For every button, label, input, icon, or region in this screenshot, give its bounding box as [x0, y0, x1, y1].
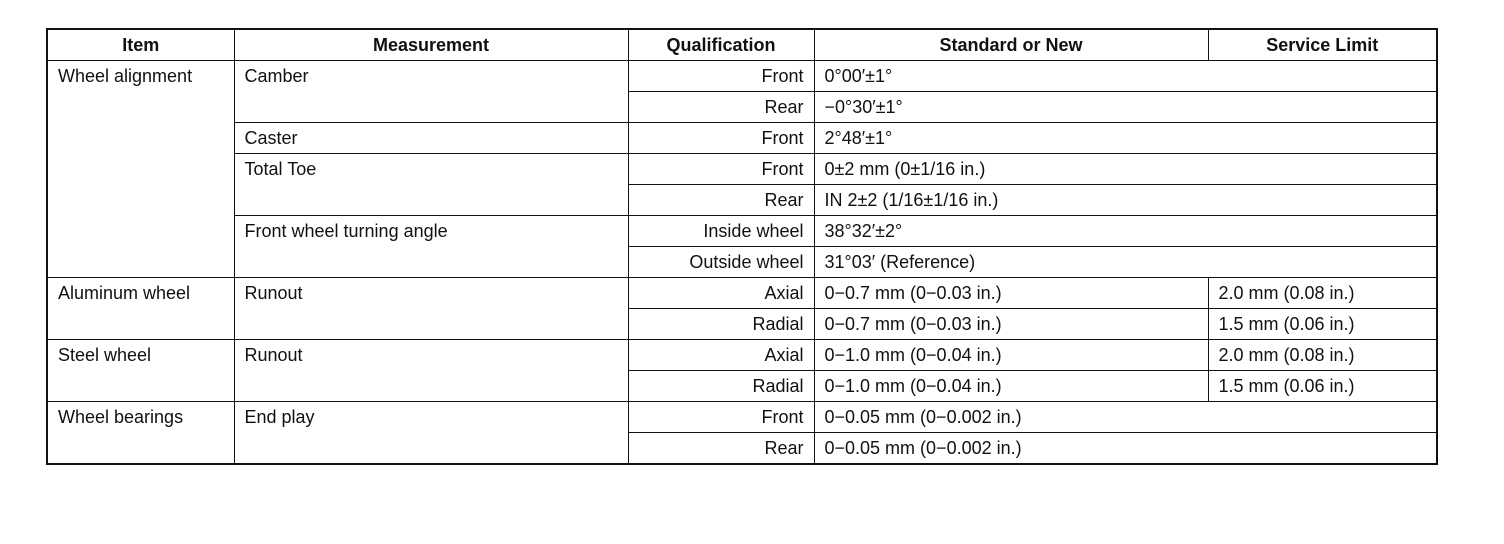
table-row	[47, 154, 1437, 185]
qualification-cell: Rear	[628, 185, 814, 216]
qualification-cell: Inside wheel	[628, 216, 814, 247]
measurement-cell: End play	[234, 402, 628, 465]
standard-cell: 0−1.0 mm (0−0.04 in.)	[814, 371, 1208, 402]
item-cell: Aluminum wheel	[47, 278, 234, 340]
limit-cell: 2.0 mm (0.08 in.)	[1208, 340, 1437, 371]
header-row	[47, 29, 1437, 61]
item-cell: Steel wheel	[47, 340, 234, 402]
table-row	[47, 61, 1437, 92]
measurement-cell: Caster	[234, 123, 628, 154]
qualification-cell: Front	[628, 123, 814, 154]
limit-cell: 1.5 mm (0.06 in.)	[1208, 371, 1437, 402]
table-row	[47, 123, 1437, 154]
header-standard: Standard or New	[814, 29, 1208, 61]
standard-cell: 2°48′±1°	[814, 123, 1437, 154]
limit-cell: 1.5 mm (0.06 in.)	[1208, 309, 1437, 340]
standard-cell: 0°00′±1°	[814, 61, 1437, 92]
header-measurement: Measurement	[234, 29, 628, 61]
standard-cell: 0−0.05 mm (0−0.002 in.)	[814, 402, 1437, 433]
qualification-cell: Outside wheel	[628, 247, 814, 278]
qualification-cell: Axial	[628, 340, 814, 371]
qualification-cell: Front	[628, 402, 814, 433]
qualification-cell: Rear	[628, 92, 814, 123]
header-item: Item	[47, 29, 234, 61]
qualification-cell: Radial	[628, 371, 814, 402]
item-cell: Wheel alignment	[47, 61, 234, 278]
header-qualification: Qualification	[628, 29, 814, 61]
qualification-cell: Radial	[628, 309, 814, 340]
standard-cell: 0−0.7 mm (0−0.03 in.)	[814, 309, 1208, 340]
table-row	[47, 216, 1437, 247]
standard-cell: −0°30′±1°	[814, 92, 1437, 123]
header-service-limit: Service Limit	[1208, 29, 1437, 61]
standard-cell: 0±2 mm (0±1/16 in.)	[814, 154, 1437, 185]
qualification-cell: Rear	[628, 433, 814, 465]
standard-cell: 38°32′±2°	[814, 216, 1437, 247]
table-row	[47, 278, 1437, 309]
spec-table	[46, 28, 1438, 465]
qualification-cell: Front	[628, 61, 814, 92]
measurement-cell: Runout	[234, 340, 628, 402]
measurement-cell: Front wheel turning angle	[234, 216, 628, 278]
measurement-cell: Camber	[234, 61, 628, 123]
item-cell: Wheel bearings	[47, 402, 234, 465]
standard-cell: 0−0.05 mm (0−0.002 in.)	[814, 433, 1437, 465]
qualification-cell: Front	[628, 154, 814, 185]
standard-cell: IN 2±2 (1/16±1/16 in.)	[814, 185, 1437, 216]
limit-cell: 2.0 mm (0.08 in.)	[1208, 278, 1437, 309]
standard-cell: 0−0.7 mm (0−0.03 in.)	[814, 278, 1208, 309]
qualification-cell: Axial	[628, 278, 814, 309]
measurement-cell: Total Toe	[234, 154, 628, 216]
standard-cell: 0−1.0 mm (0−0.04 in.)	[814, 340, 1208, 371]
measurement-cell: Runout	[234, 278, 628, 340]
table-row	[47, 402, 1437, 433]
table-row	[47, 340, 1437, 371]
standard-cell: 31°03′ (Reference)	[814, 247, 1437, 278]
